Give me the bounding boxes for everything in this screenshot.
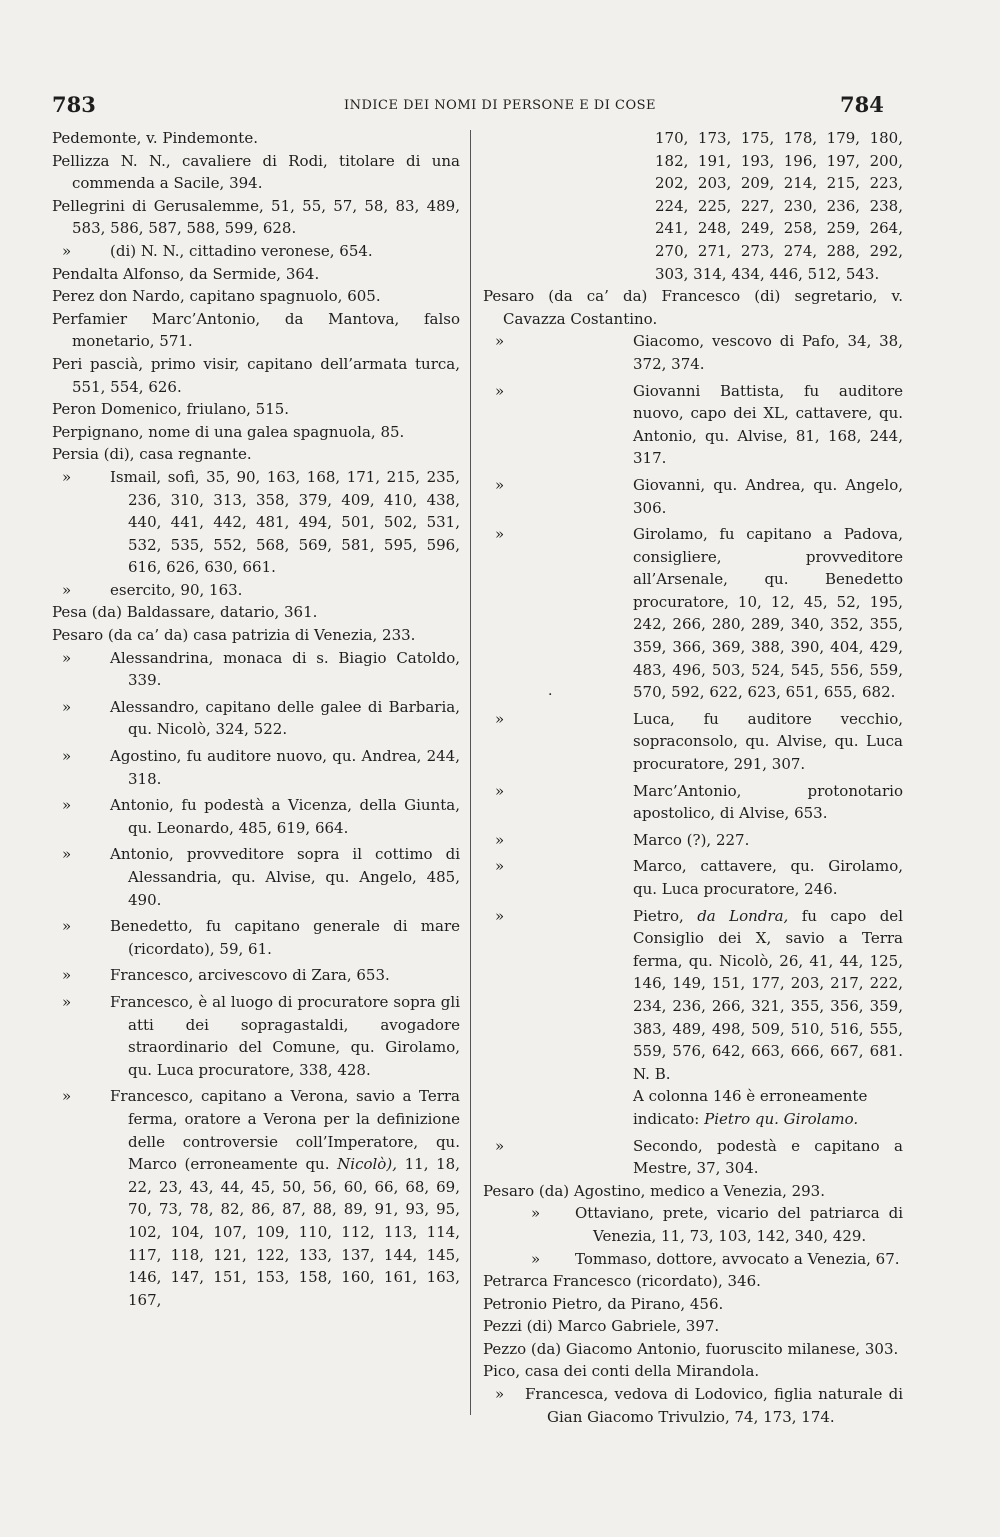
index-subentry: » Luca, fu auditore vecchio, sopraconsolo, qu. Alvise, qu. Luca procuratore, 291, 307. [495, 709, 903, 774]
index-entry: Perpignano, nome di una galea spagnuola, 85. [52, 422, 405, 441]
index-subentry: » Ismail, sofì, 35, 90, 163, 168, 171, 215, 235, 236, 310, 313, 358, 379, 409, 410, 438, 440, 441, 442, 481, 494, 501, 502, 531, 532, 535, 552, 568, 569, 581, 595, 596, 616, 626, 630, 661. [62, 467, 460, 577]
index-subentry: » Alessandro, capitano delle galee di Barbaria, qu. Nicolò, 324, 522. [62, 697, 460, 739]
index-entry: Persia (di), casa regnante. [52, 445, 252, 464]
continued-entry: 170, 173, 175, 178, 179, 180, 182, 191, 193, 196, 197, 200, 202, 203, 209, 214, 215, 223, 224, 225, 227, 230, 236, 238, 241, 248, 249, 258, 259, 264, 270, 271, 273, 274, 288, 292, 303, 314, 434, 446, 512, 543. [655, 129, 903, 283]
index-entry: Pesaro (da) Agostino, medico a Venezia, 293. [483, 1181, 825, 1200]
index-subentry: » Antonio, fu podestà a Vicenza, della Giunta, qu. Leonardo, 485, 619, 664. [62, 796, 460, 837]
index-entry: Pellizza N. N., cavaliere di Rodi, titolare di una commenda a Sacile, 394. [52, 151, 460, 193]
index-entry: Peron Domenico, friulano, 515. [52, 400, 290, 419]
index-subentry: » Marco (?), 227. [495, 830, 750, 849]
index-note: A colonna 146 è erroneamente indicato: Pietro qu. Girolamo. [633, 1087, 868, 1128]
index-subentry: » Tommaso, dottore, avvocato a Venezia, 67. [531, 1249, 900, 1268]
index-subentry: » Secondo, podestà e capitano a Mestre, 37, 304. [495, 1136, 903, 1178]
index-entry: Perfamier Marc’Antonio, da Mantova, falso monetario, 571. [52, 309, 460, 351]
column-divider [470, 130, 471, 1415]
index-subentry: » Francesco, arcivescovo di Zara, 653. [62, 966, 390, 985]
index-entry: Peri pascià, primo visir, capitano dell’armata turca, 551, 554, 626. [52, 354, 460, 396]
index-entry: Pendalta Alfonso, da Sermide, 364. [52, 264, 320, 283]
index-entry: Pedemonte, v. Pindemonte. [52, 129, 258, 147]
index-subentry: » Antonio, provveditore sopra il cottimo di Alessandria, qu. Alvise, qu. Angelo, 485, 490. [62, 845, 460, 909]
index-subentry: » Marco, cattavere, qu. Girolamo, qu. Luca procuratore, 246. [495, 857, 903, 898]
index-subentry: » Francesco, capitano a Verona, savio a Terra ferma, oratore a Verona per la definizione delle controversie coll’Imperatore, qu. Marco (erroneamente qu. Nicolò), 11, 18, 22, 23, 43, 44, 45, 50, 56, 60, 66, 68, 69, 70, 73, 78, 82, 86, 87, 88, 89, 91, 93, 95, 102, 104, 107, 109, 110, 112, 113, 114, 117, 118, 121, 122, 133, 137, 144, 145, 146, 147, 151, 153, 158, 160, 161, 163, 167, [62, 1087, 460, 1309]
index-subentry: » Benedetto, fu capitano generale di mare (ricordato), 59, 61. [62, 917, 460, 958]
index-subentry: » Ottaviano, prete, vicario del patriarca di Venezia, 11, 73, 103, 142, 340, 429. [531, 1204, 903, 1245]
index-entry: Pesa (da) Baldassare, datario, 361. [52, 603, 318, 622]
index-entry: Perez don Nardo, capitano spagnuolo, 605. [52, 287, 381, 306]
index-subentry: » Giovanni Battista, fu auditore nuovo, capo dei XL, cattavere, qu. Antonio, qu. Alvise, 81, 168, 244, 317. [495, 381, 903, 468]
index-entry: Pico, casa dei conti della Mirandola. [483, 1362, 760, 1381]
page-header [0, 92, 1000, 122]
index-entry: Pezzi (di) Marco Gabriele, 397. [483, 1317, 720, 1336]
index-subentry: » (di) N. N., cittadino veronese, 654. [62, 241, 373, 260]
index-entry: Pesaro (da ca’ da) Francesco (di) segretario, v. Cavazza Costantino. [483, 287, 903, 328]
index-subentry: » Girolamo, fu capitano a Padova, consigliere, provveditore all’Arsenale, qu. Benedetto procuratore, 10, 12, 45, 52, 195, 242, 266, 280, 289, 340, 352, 355, 359, 366, 369, 388, 390, 404, 429, 483, 496, 503, 524, 545, 556, 559, 570, 592, 622, 623, 651, 655, 682. [495, 525, 903, 702]
index-subentry: » Francesca, vedova di Lodovico, figlia naturale di Gian Giacomo Trivulzio, 74, 173, 174. [495, 1385, 903, 1426]
page-number-left: 783 [52, 92, 96, 117]
right-column [483, 127, 903, 1428]
index-entry: Petronio Pietro, da Pirano, 456. [483, 1294, 724, 1313]
stray-dot: . [548, 683, 553, 699]
running-title: INDICE DEI NOMI DI PERSONE E DI COSE [343, 98, 657, 113]
index-subentry: » Giacomo, vescovo di Pafo, 34, 38, 372, 374. [495, 332, 903, 373]
page-number-right: 784 [840, 92, 884, 117]
index-subentry: » Marc’Antonio, protonotario apostolico, di Alvise, 653. [495, 781, 903, 823]
index-entry: Pesaro (da ca’ da) casa patrizia di Venezia, 233. [52, 626, 416, 645]
index-subentry: » esercito, 90, 163. [62, 580, 243, 599]
index-subentry: » Giovanni, qu. Andrea, qu. Angelo, 306. [495, 475, 903, 517]
index-subentry: » Alessandrina, monaca di s. Biagio Catoldo, 339. [62, 648, 460, 690]
index-subentry: » Pietro, da Londra, fu capo del Consiglio dei X, savio a Terra ferma, qu. Nicolò, 26, 41, 44, 125, 146, 149, 151, 177, 203, 217, 222, 234, 236, 266, 321, 355, 356, 359, 383, 489, 498, 509, 510, 516, 555, 559, 576, 642, 663, 666, 667, 681. N. B. [495, 906, 903, 1083]
index-entry: Petrarca Francesco (ricordato), 346. [483, 1272, 761, 1291]
index-subentry: » Agostino, fu auditore nuovo, qu. Andrea, 244, 318. [62, 747, 460, 788]
index-entry: Pezzo (da) Giacomo Antonio, fuoruscito milanese, 303. [483, 1339, 899, 1358]
left-column [52, 127, 460, 1311]
index-subentry: » Francesco, è al luogo di procuratore sopra gli atti dei sopragastaldi, avogadore straordinario del Comune, qu. Girolamo, qu. Luca procuratore, 338, 428. [62, 992, 460, 1079]
index-entry: Pellegrini di Gerusalemme, 51, 55, 57, 58, 83, 489, 583, 586, 587, 588, 599, 628. [52, 196, 460, 238]
